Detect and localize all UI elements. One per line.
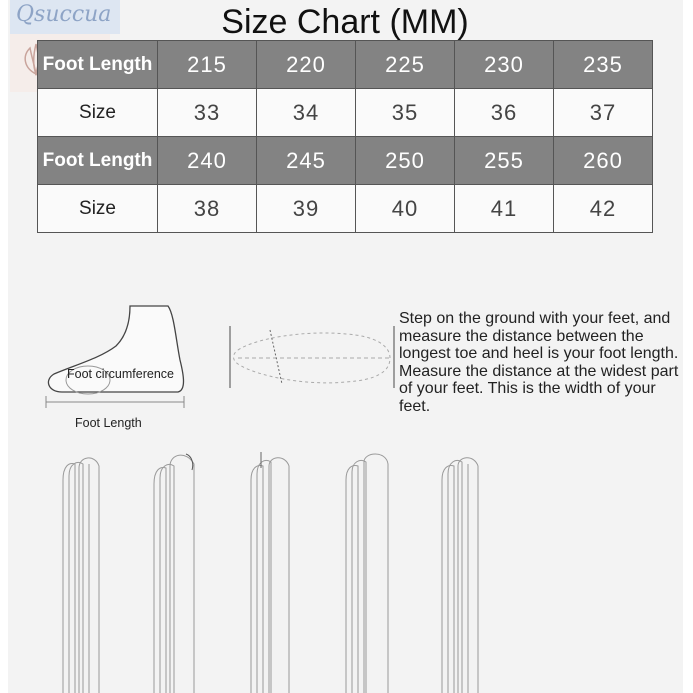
- table-cell: 33: [158, 89, 257, 137]
- foot-outline-1: [63, 458, 99, 693]
- table-cell: 36: [455, 89, 554, 137]
- measurement-instructions: Step on the ground with your feet, and measure the distance between the longest toe and heel is your foot length. Measure the distance at the widest part of your feet. This is the width of your feet.: [399, 310, 679, 415]
- foot-outline-5: [442, 458, 478, 693]
- foot-outline-4: [346, 454, 388, 693]
- foot-circumference-label: Foot circumference: [67, 367, 174, 381]
- table-cell: 235: [554, 41, 653, 89]
- foot-width-illustrations: [55, 450, 490, 693]
- table-row: [38, 137, 653, 185]
- size-chart-table: [37, 40, 653, 233]
- foot-top-illustration: [226, 320, 401, 395]
- row-label: Size: [38, 185, 158, 233]
- table-cell: 215: [158, 41, 257, 89]
- table-cell: 220: [257, 41, 356, 89]
- table-row: [38, 41, 653, 89]
- row-label: Foot Length: [38, 137, 158, 185]
- table-cell: 39: [257, 185, 356, 233]
- foot-side-illustration: [38, 300, 198, 415]
- foot-outline-2: [154, 454, 194, 693]
- table-cell: 35: [356, 89, 455, 137]
- row-label: Foot Length: [38, 41, 158, 89]
- table-cell: 250: [356, 137, 455, 185]
- table-cell: 42: [554, 185, 653, 233]
- foot-length-label: Foot Length: [75, 416, 142, 430]
- table-cell: 38: [158, 185, 257, 233]
- foot-outline-3: [251, 452, 289, 693]
- table-cell: 240: [158, 137, 257, 185]
- table-row: [38, 185, 653, 233]
- table-cell: 230: [455, 41, 554, 89]
- brand-name: Qsuccua: [10, 0, 120, 34]
- table-cell: 225: [356, 41, 455, 89]
- chart-title: Size Chart (MM): [221, 3, 469, 41]
- table-cell: 245: [257, 137, 356, 185]
- table-cell: 40: [356, 185, 455, 233]
- table-cell: 260: [554, 137, 653, 185]
- table-cell: 41: [455, 185, 554, 233]
- table-cell: 255: [455, 137, 554, 185]
- table-cell: 34: [257, 89, 356, 137]
- row-label: Size: [38, 89, 158, 137]
- table-cell: 37: [554, 89, 653, 137]
- table-row: [38, 89, 653, 137]
